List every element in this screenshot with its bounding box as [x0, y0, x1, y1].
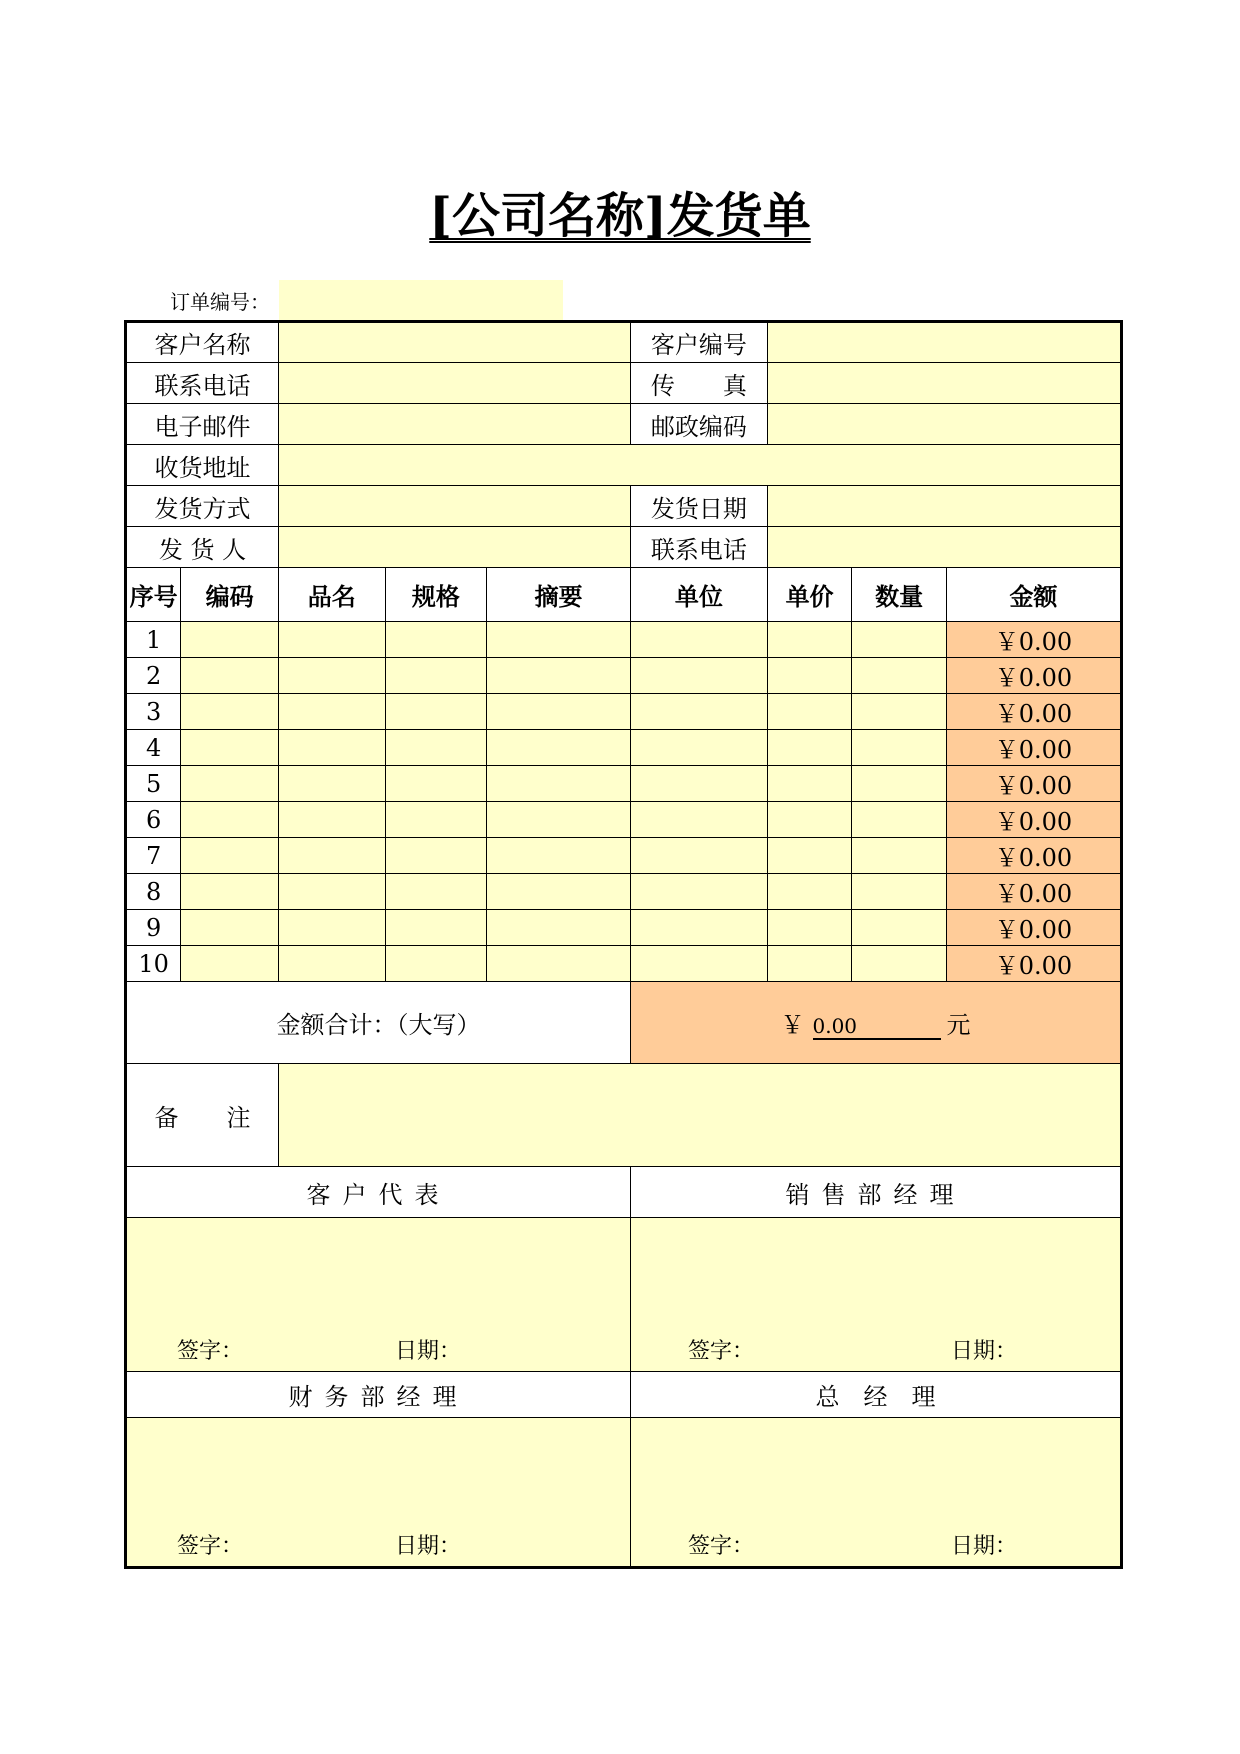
- table-row: [126, 946, 1122, 982]
- unit-cell[interactable]: [631, 622, 768, 658]
- code-cell[interactable]: [181, 946, 279, 982]
- qty-cell[interactable]: [852, 802, 947, 838]
- qty-cell[interactable]: [852, 730, 947, 766]
- sales-manager-header: 销售部经理: [631, 1167, 1122, 1218]
- table-row: [126, 622, 1122, 658]
- row-no: 7: [126, 838, 181, 874]
- currency-unit: 元: [946, 1011, 971, 1039]
- row-no: 9: [126, 910, 181, 946]
- amount-cell: ￥0.00: [946, 838, 1121, 874]
- order-no-field[interactable]: [279, 280, 563, 320]
- price-cell[interactable]: [767, 874, 852, 910]
- phone-label: 联系电话: [126, 363, 279, 404]
- date-label: 日期：: [395, 1534, 462, 1559]
- date-label: 日期：: [395, 1339, 462, 1364]
- page-title: [公司名称]发货单: [429, 188, 811, 244]
- summary-cell[interactable]: [487, 694, 631, 730]
- ship-date-field[interactable]: [767, 486, 1121, 527]
- sign-label: 签字：: [177, 1534, 244, 1559]
- email-field[interactable]: [278, 404, 630, 445]
- qty-cell[interactable]: [852, 946, 947, 982]
- finance-manager-sign-area[interactable]: [126, 1418, 631, 1568]
- header-code: 编码: [181, 568, 279, 622]
- spec-cell[interactable]: [385, 910, 487, 946]
- table-row: [126, 694, 1122, 730]
- fax-label: 传 真: [631, 363, 768, 404]
- general-manager-header: 总 经 理: [631, 1372, 1122, 1418]
- product-cell[interactable]: [278, 802, 385, 838]
- header-amount: 金额: [946, 568, 1121, 622]
- email-label: 电子邮件: [126, 404, 279, 445]
- price-cell[interactable]: [767, 946, 852, 982]
- header-summary: 摘要: [487, 568, 631, 622]
- unit-cell[interactable]: [631, 910, 768, 946]
- product-cell[interactable]: [278, 658, 385, 694]
- spec-cell[interactable]: [385, 874, 487, 910]
- qty-cell[interactable]: [852, 910, 947, 946]
- customer-name-label: 客户名称: [126, 322, 279, 363]
- header-no: 序号: [126, 568, 181, 622]
- qty-cell[interactable]: [852, 622, 947, 658]
- ship-date-label: 发货日期: [631, 486, 768, 527]
- code-cell[interactable]: [181, 910, 279, 946]
- total-value-cell: [631, 982, 1122, 1064]
- summary-cell[interactable]: [487, 946, 631, 982]
- customer-name-field[interactable]: [278, 322, 630, 363]
- customer-id-label: 客户编号: [631, 322, 768, 363]
- address-field[interactable]: [278, 445, 1121, 486]
- finance-manager-header: 财务部经理: [126, 1372, 631, 1418]
- row-no: 10: [126, 946, 181, 982]
- table-row: [126, 730, 1122, 766]
- customer-rep-sign-area[interactable]: [126, 1218, 631, 1372]
- product-cell[interactable]: [278, 946, 385, 982]
- amount-cell: ￥0.00: [946, 658, 1121, 694]
- date-label: 日期：: [951, 1339, 1018, 1364]
- ship-method-field[interactable]: [278, 486, 630, 527]
- price-cell[interactable]: [767, 910, 852, 946]
- table-row: [126, 910, 1122, 946]
- customer-rep-header: 客户代表: [126, 1167, 631, 1218]
- shipper-phone-label: 联系电话: [631, 527, 768, 568]
- table-row: [126, 874, 1122, 910]
- zip-field[interactable]: [767, 404, 1121, 445]
- spec-cell[interactable]: [385, 694, 487, 730]
- summary-cell[interactable]: [487, 730, 631, 766]
- total-amount: 0.00: [813, 1014, 941, 1040]
- unit-cell[interactable]: [631, 946, 768, 982]
- summary-cell[interactable]: [487, 838, 631, 874]
- spec-cell[interactable]: [385, 946, 487, 982]
- code-cell[interactable]: [181, 838, 279, 874]
- summary-cell[interactable]: [487, 802, 631, 838]
- unit-cell[interactable]: [631, 658, 768, 694]
- remarks-label: 备 注: [126, 1064, 279, 1167]
- sign-label: 签字：: [688, 1534, 755, 1559]
- header-unit: 单位: [631, 568, 768, 622]
- spec-cell[interactable]: [385, 802, 487, 838]
- remarks-field[interactable]: [278, 1064, 1121, 1167]
- sign-label: 签字：: [688, 1339, 755, 1364]
- unit-cell[interactable]: [631, 838, 768, 874]
- table-row: [126, 802, 1122, 838]
- code-cell[interactable]: [181, 730, 279, 766]
- row-no: 3: [126, 694, 181, 730]
- row-no: 2: [126, 658, 181, 694]
- qty-cell[interactable]: [852, 694, 947, 730]
- spec-cell[interactable]: [385, 658, 487, 694]
- order-no-label: 订单编号：: [170, 290, 270, 314]
- row-no: 1: [126, 622, 181, 658]
- row-no: 8: [126, 874, 181, 910]
- summary-cell[interactable]: [487, 622, 631, 658]
- ship-method-label: 发货方式: [126, 486, 279, 527]
- amount-cell: ￥0.00: [946, 766, 1121, 802]
- fax-field[interactable]: [767, 363, 1121, 404]
- product-cell[interactable]: [278, 730, 385, 766]
- code-cell[interactable]: [181, 622, 279, 658]
- product-cell[interactable]: [278, 694, 385, 730]
- phone-field[interactable]: [278, 363, 630, 404]
- amount-cell: ￥0.00: [946, 694, 1121, 730]
- unit-cell[interactable]: [631, 694, 768, 730]
- qty-cell[interactable]: [852, 838, 947, 874]
- product-cell[interactable]: [278, 910, 385, 946]
- sales-manager-sign-area[interactable]: [631, 1218, 1122, 1372]
- qty-cell[interactable]: [852, 766, 947, 802]
- amount-cell: ￥0.00: [946, 802, 1121, 838]
- code-cell[interactable]: [181, 658, 279, 694]
- shipper-field[interactable]: [278, 527, 630, 568]
- table-row: [126, 766, 1122, 802]
- table-row: [126, 658, 1122, 694]
- spec-cell[interactable]: [385, 622, 487, 658]
- address-label: 收货地址: [126, 445, 279, 486]
- code-cell[interactable]: [181, 766, 279, 802]
- price-cell[interactable]: [767, 802, 852, 838]
- price-cell[interactable]: [767, 694, 852, 730]
- zip-label: 邮政编码: [631, 404, 768, 445]
- spec-cell[interactable]: [385, 766, 487, 802]
- amount-cell: ￥0.00: [946, 730, 1121, 766]
- unit-cell[interactable]: [631, 802, 768, 838]
- date-label: 日期：: [951, 1534, 1018, 1559]
- currency-symbol: ￥: [780, 1011, 805, 1039]
- summary-cell[interactable]: [487, 910, 631, 946]
- unit-cell[interactable]: [631, 766, 768, 802]
- qty-cell[interactable]: [852, 874, 947, 910]
- customer-id-field[interactable]: [767, 322, 1121, 363]
- unit-cell[interactable]: [631, 874, 768, 910]
- header-price: 单价: [767, 568, 852, 622]
- header-qty: 数量: [852, 568, 947, 622]
- price-cell[interactable]: [767, 622, 852, 658]
- product-cell[interactable]: [278, 874, 385, 910]
- delivery-form: [124, 320, 1123, 1569]
- row-no: 6: [126, 802, 181, 838]
- general-manager-sign-area[interactable]: [631, 1418, 1122, 1568]
- product-cell[interactable]: [278, 622, 385, 658]
- amount-cell: ￥0.00: [946, 946, 1121, 982]
- header-product: 品名: [278, 568, 385, 622]
- qty-cell[interactable]: [852, 658, 947, 694]
- sign-label: 签字：: [177, 1339, 244, 1364]
- unit-cell[interactable]: [631, 730, 768, 766]
- amount-cell: ￥0.00: [946, 910, 1121, 946]
- total-row: [126, 982, 1122, 1064]
- code-cell[interactable]: [181, 874, 279, 910]
- shipper-label: 发 货 人: [126, 527, 279, 568]
- code-cell[interactable]: [181, 802, 279, 838]
- total-label: 金额合计：（大写）: [126, 982, 631, 1064]
- summary-cell[interactable]: [487, 874, 631, 910]
- amount-cell: ￥0.00: [946, 622, 1121, 658]
- price-cell[interactable]: [767, 766, 852, 802]
- row-no: 4: [126, 730, 181, 766]
- table-row: [126, 838, 1122, 874]
- header-spec: 规格: [385, 568, 487, 622]
- amount-cell: ￥0.00: [946, 874, 1121, 910]
- summary-cell[interactable]: [487, 658, 631, 694]
- items-header-row: [126, 568, 1122, 622]
- product-cell[interactable]: [278, 838, 385, 874]
- product-cell[interactable]: [278, 766, 385, 802]
- code-cell[interactable]: [181, 694, 279, 730]
- spec-cell[interactable]: [385, 730, 487, 766]
- price-cell[interactable]: [767, 658, 852, 694]
- shipper-phone-field[interactable]: [767, 527, 1121, 568]
- spec-cell[interactable]: [385, 838, 487, 874]
- price-cell[interactable]: [767, 838, 852, 874]
- price-cell[interactable]: [767, 730, 852, 766]
- summary-cell[interactable]: [487, 766, 631, 802]
- row-no: 5: [126, 766, 181, 802]
